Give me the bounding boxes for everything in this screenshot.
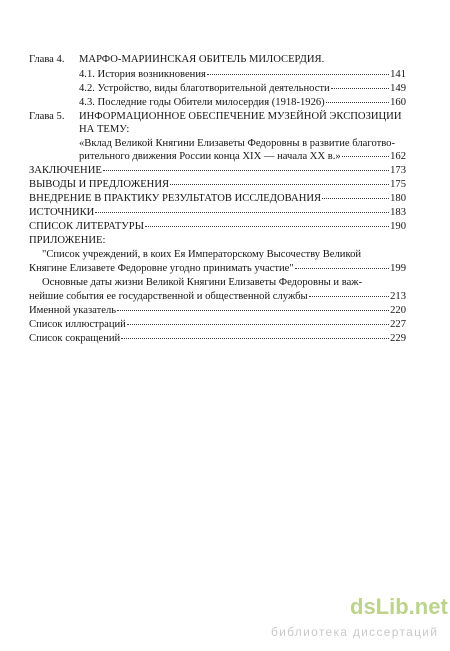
- toc-entry-page: 141: [390, 69, 406, 80]
- chapter-5-title-line-3: «Вклад Великой Княгини Елизаветы Федоровны в развитие благотво-: [79, 138, 395, 149]
- toc-entry-page: 183: [390, 207, 406, 218]
- toc-entry-page: 199: [390, 263, 406, 274]
- dot-leader: [295, 267, 389, 269]
- toc-entry-4-3: [79, 96, 406, 109]
- toc-entry-page: 175: [390, 179, 406, 190]
- chapter-5-title-line-1: ИНФОРМАЦИОННОЕ ОБЕСПЕЧЕНИЕ МУЗЕЙНОЙ ЭКСПОЗИЦИИ: [79, 111, 402, 122]
- chapter-4-label: Глава 4.: [29, 54, 65, 65]
- toc-entry-findings: [29, 178, 406, 191]
- toc-entry-4-2: [79, 82, 406, 95]
- toc-entry-page: 180: [390, 193, 406, 204]
- toc-entry-abbreviations: [29, 332, 406, 345]
- toc-entry-title: СПИСОК ЛИТЕРАТУРЫ: [29, 221, 144, 232]
- dot-leader: [170, 183, 389, 185]
- dot-leader: [145, 225, 389, 227]
- toc-entry-title: ВЫВОДЫ И ПРЕДЛОЖЕНИЯ: [29, 179, 170, 190]
- appendix-2-line-2: нейшие события ее государственной и общественной службы: [29, 291, 308, 302]
- toc-entry-title: 4.3. Последние годы Обители милосердия (1918-1926): [79, 97, 325, 108]
- chapter-5-title-line-4: рительного движения России конца XIX — начала XX в.»: [79, 151, 341, 162]
- toc-entry-page: 213: [390, 291, 406, 302]
- toc-entry-page: 220: [390, 305, 406, 316]
- appendix-1-line-2: Княгине Елизавете Федоровне угодно принимать участие": [29, 263, 294, 274]
- watermark-subtitle: библиотека диссертаций: [271, 625, 439, 639]
- dot-leader: [127, 323, 389, 325]
- appendix-1-line-1: "Список учреждений, в коих Ея Императорскому Высочеству Великой: [42, 249, 362, 260]
- toc-entry-title: Список сокращений: [29, 333, 121, 344]
- toc-entry-page: 149: [390, 83, 406, 94]
- chapter-4-title: МАРФО-МАРИИНСКАЯ ОБИТЕЛЬ МИЛОСЕРДИЯ.: [79, 54, 325, 65]
- appendix-2-line-1: Основные даты жизни Великой Княгини Елизаветы Федоровны и важ-: [42, 277, 363, 288]
- toc-entry-implementation: [29, 192, 406, 205]
- toc-entry-title: 4.1. История возникновения: [79, 69, 206, 80]
- toc-entry-page: 190: [390, 221, 406, 232]
- toc-entry-illustrations: [29, 318, 406, 331]
- toc-entry-page: 162: [390, 151, 406, 162]
- dot-leader: [121, 337, 389, 339]
- toc-entry-sources: [29, 206, 406, 219]
- dot-leader: [326, 101, 389, 103]
- dot-leader: [95, 211, 389, 213]
- chapter-5-label: Глава 5.: [29, 111, 65, 122]
- toc-entry-title: 4.2. Устройство, виды благотворительной деятельности: [79, 83, 330, 94]
- dot-leader: [322, 197, 389, 199]
- dot-leader: [331, 87, 389, 89]
- dot-leader: [207, 73, 389, 75]
- toc-entry-page: 160: [390, 97, 406, 108]
- chapter-5-title-line-2: НА ТЕМУ:: [79, 124, 130, 135]
- dot-leader: [309, 295, 389, 297]
- toc-entry-title: ЗАКЛЮЧЕНИЕ: [29, 165, 102, 176]
- toc-entry-4-1: [79, 68, 406, 81]
- watermark-logo: dsLib.net: [350, 594, 448, 619]
- toc-entry-page: 173: [390, 165, 406, 176]
- toc-entry-title: ВНЕДРЕНИЕ В ПРАКТИКУ РЕЗУЛЬТАТОВ ИССЛЕДОВАНИЯ: [29, 193, 322, 204]
- appendix-title: ПРИЛОЖЕНИЕ:: [29, 235, 106, 246]
- toc-entry-page: 229: [390, 333, 406, 344]
- toc-entry-appendix-2: [29, 290, 406, 303]
- toc-entry-names-index: [29, 304, 406, 317]
- toc-entry-chapter-5: [79, 150, 406, 163]
- toc-entry-literature: [29, 220, 406, 233]
- toc-entry-title: ИСТОЧНИКИ: [29, 207, 95, 218]
- dot-leader: [117, 309, 389, 311]
- dot-leader: [342, 155, 389, 157]
- toc-entry-page: 227: [390, 319, 406, 330]
- toc-entry-title: Список иллюстраций: [29, 319, 126, 330]
- toc-entry-title: Именной указатель: [29, 305, 117, 316]
- toc-entry-appendix-1: [29, 262, 406, 275]
- dot-leader: [103, 169, 389, 171]
- toc-entry-conclusion: [29, 164, 406, 177]
